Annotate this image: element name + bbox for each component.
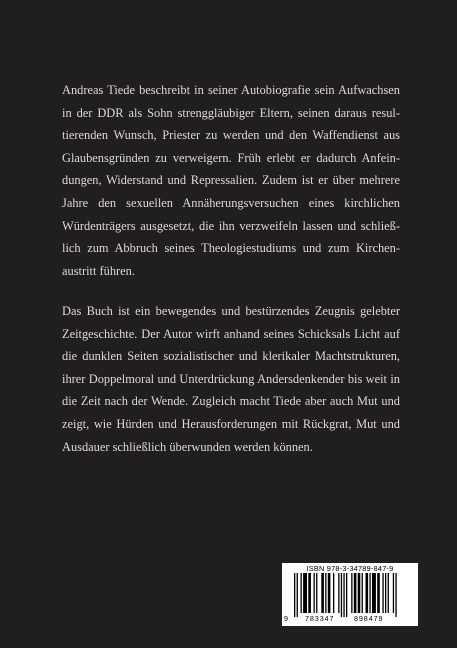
barcode-bar [338,573,339,613]
barcode-bar [303,573,307,613]
blurb-paragraph-2 [62,300,400,458]
barcode-bar [346,573,347,617]
barcode-bar [385,573,386,613]
barcode-bar [393,573,394,613]
isbn-label: ISBN 978-3-34789-847-9 [306,564,394,573]
barcode-bar [321,573,324,613]
barcode-bar [308,573,311,613]
barcode-bar [314,573,315,613]
barcode-bar [369,573,370,613]
barcode-bar [333,573,334,613]
barcode-bar [377,573,380,613]
barcode-bar [388,573,389,613]
barcode-digit-first: 9 [284,614,289,623]
barcode-bar [328,573,331,613]
barcode-digits-right: 898479 [354,614,384,623]
blurb-text-1: Andreas Tiede beschreibt in seiner Autobiografie sein Aufwachsen in der DDR als Sohn strenggläubiger Eltern, seinen daraus resultierenden Wunsch, Priester zu werden und den Waffendienst aus Glaubensgründen zu verweigern. Früh erlebt er dadurch Anfeindungen, Widerstand und Repressalien. Zudem ist er über mehrere Jahre den sexuellen Annäherungsversuchen eines kirchlichen Würdenträgers ausgesetzt, die ihn verzweifeln lassen und schließlich zum Abbruch seines Theologiestudiums und zum Kirchenaustritt führen. [62,83,400,278]
barcode-bar [297,573,298,617]
barcode-bar [301,573,302,613]
barcode-bar [372,573,376,613]
barcode-bar [358,573,361,613]
barcode-bar [316,573,317,613]
barcode-bar [341,573,342,617]
barcode-bar [351,573,352,613]
barcode-bar [366,573,369,613]
barcode-bar [382,573,383,613]
barcode-bar [325,573,326,613]
barcode-bars [282,573,418,617]
barcode-bar [343,573,344,617]
barcode-bar [362,573,363,613]
isbn-barcode [282,563,418,626]
blurb-text-2: Das Buch ist ein bewegendes und bestürzendes Zeugnis gelebter Zeitgeschichte. Der Autor wirft anhand seines Schicksals Licht auf die dunklen Seiten sozialistischer und klerikaler Machtstrukturen, ihrer Doppelmoral und Unterdrückung Andersdenkender bis weit in die Zeit nach der Wende. Zugleich macht Tiede aber auch Mut und zeigt, wie Hürden und Herausforderungen mit Rückgrat, Mut und Ausdauer schließlich überwunden werden können. [62,304,400,454]
barcode-bar [354,573,357,613]
barcode-bar [395,573,396,617]
barcode-bar [294,573,295,617]
barcode-digits-left: 783347 [305,614,335,623]
blurb-paragraph-1 [62,79,400,282]
